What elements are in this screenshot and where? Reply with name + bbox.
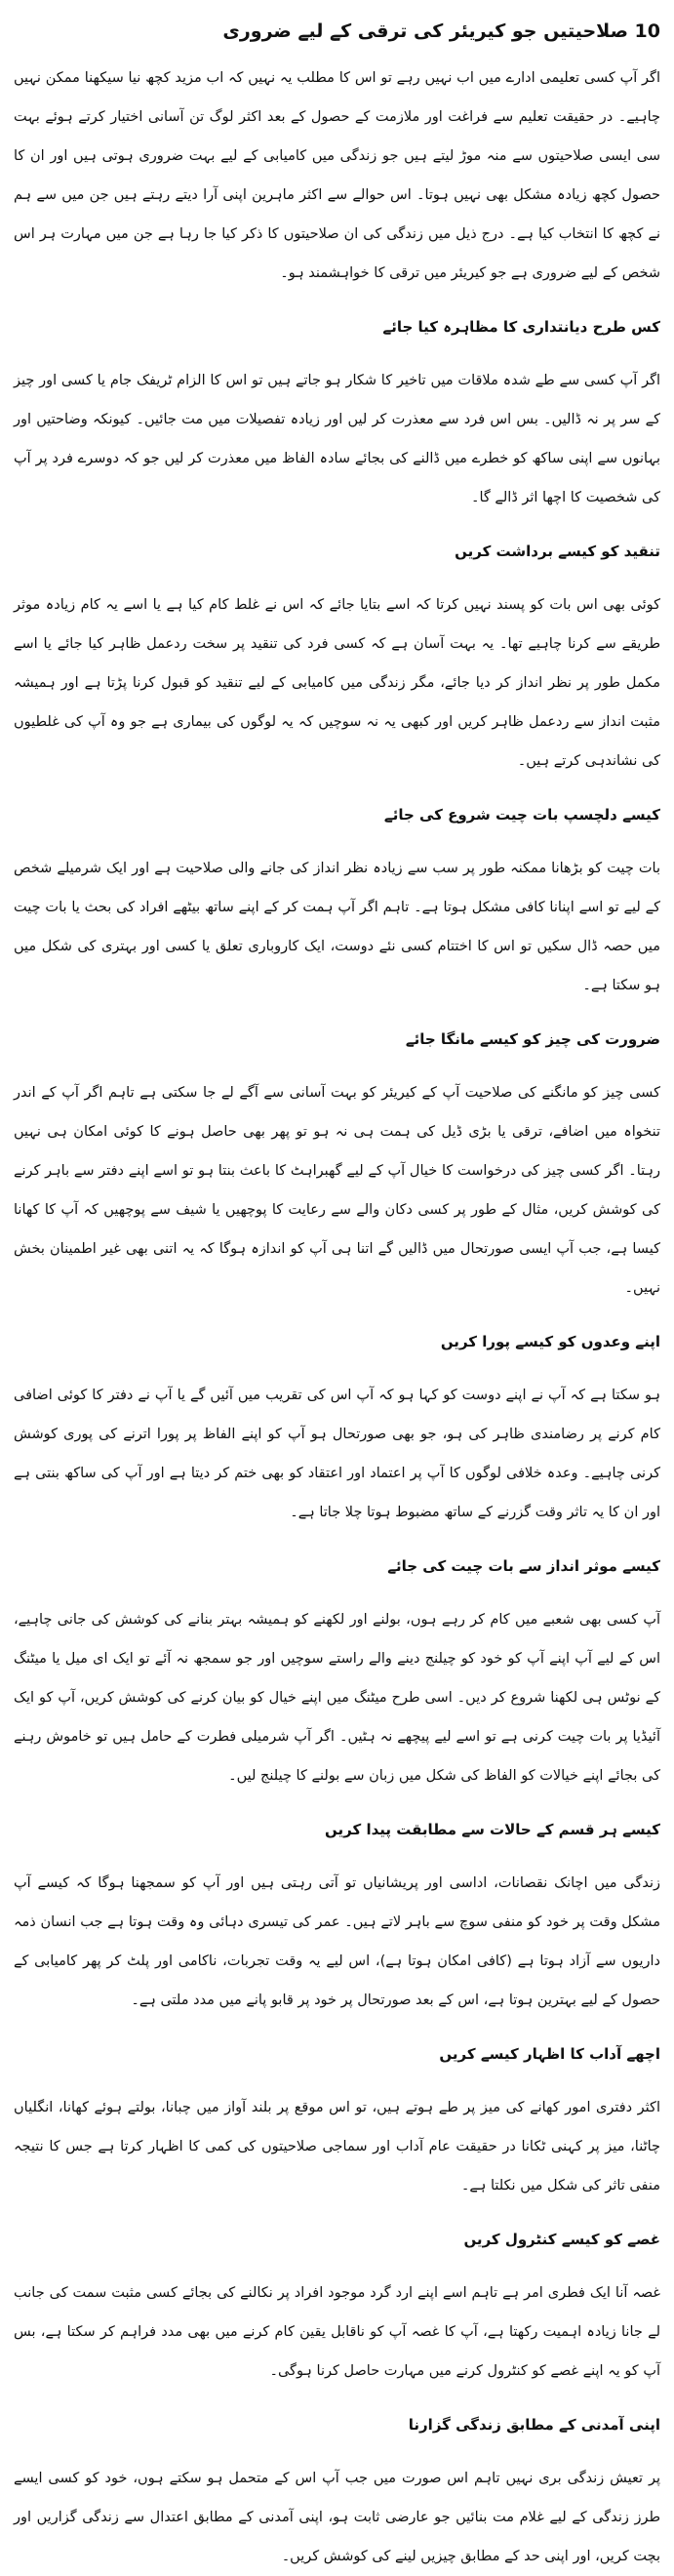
section-paragraph: اگر آپ کسی سے طے شدہ ملاقات میں تاخیر کا شکار ہو جاتے ہیں تو اس کا الزام ٹریفک جام یا کسی اور چیز کے سر پر نہ ڈالیں۔ بس اس فرد سے معذرت کر لیں اور زیادہ تفصیلات میں مت جائیں۔ کیونکہ وضاحتیں اور بہانوں سے اپنی ساکھ کو خطرے میں ڈالنے کی بجائے سادہ الفاظ میں معذرت کر لیں جو کہ دوسرے فرد پر آپ کی شخصیت کا اچھا اثر ڈالے گا۔ bbox=[14, 373, 660, 505]
intro-paragraph: اگر آپ کسی تعلیمی ادارے میں اب نہیں رہے تو اس کا مطلب یہ نہیں کہ اب مزید کچھ نیا سیکھنا ممکن نہیں چاہیے۔ در حقیقت تعلیم سے فراغت اور ملازمت کے حصول کے بعد اکثر لوگ تن آسانی اختیار کرتے ہوئے بہت سی ایسی صلاحیتوں سے منہ موڑ لیتے ہیں جو زندگی میں کامیابی کے لیے بہت ضروری ہوتی ہیں اور ان کا حصول کچھ زیادہ مشکل بھی نہیں ہوتا۔ اس حوالے سے اکثر ماہرین اپنی آرا دیتے رہتے ہیں جن میں سے ہم نے کچھ کا انتخاب کیا ہے۔ درج ذیل میں زندگی کی ان صلاحیتوں کا ذکر کیا جا رہا ہے جن میں مہارت ہر اس شخص کے لیے ضروری ہے جو کیریئر میں ترقی کا خواہشمند ہو۔ bbox=[14, 70, 660, 281]
section-paragraph: غصہ آنا ایک فطری امر ہے تاہم اسے اپنے ارد گرد موجود افراد پر نکالنے کی بجائے کسی مثبت سمت کی جانب لے جانا زیادہ اہمیت رکھتا ہے، آپ کا غصہ آپ کو ناقابل یقین کام کرنے میں بھی مدد فراہم کر سکتا ہے، بس آپ کو یہ اپنے غصے کو کنٹرول کرنے میں مہارت حاصل کرنا ہوگی۔ bbox=[14, 2285, 660, 2379]
section-paragraph: اکثر دفتری امور کھانے کی میز پر طے ہوتے ہیں، تو اس موقع پر بلند آواز میں چبانا، بولتے ہوئے کھانا، انگلیاں چاٹنا، میز پر کہنی ٹکانا در حقیقت عام آداب اور سماجی صلاحیتوں کی کمی کا اظہار کرتا ہے جس کا نتیجہ منفی تاثر کی شکل میں نکلتا ہے۔ bbox=[14, 2100, 660, 2194]
section-paragraph: پر تعیش زندگی بری نہیں تاہم اس صورت میں جب آپ اس کے متحمل ہو سکتے ہوں، خود کو کسی ایسے طرز زندگی کے لیے غلام مت بنائیں جو عارضی ثابت ہو، اپنی آمدنی کے مطابق اعتدال سے زندگی گزاریں اور بچت کریں، اور اپنی حد کے مطابق چیزیں لینے کی کوشش کریں۔ bbox=[14, 2471, 660, 2564]
section-heading: ضرورت کی چیز کو کیسے مانگا جائے bbox=[405, 1030, 660, 1048]
section-heading: کیسے موثر انداز سے بات چیت کی جائے bbox=[387, 1557, 660, 1575]
section-heading: کس طرح دیانتداری کا مظاہرہ کیا جائے bbox=[382, 318, 660, 336]
section-paragraph: آپ کسی بھی شعبے میں کام کر رہے ہوں، بولنے اور لکھنے کو ہمیشہ بہتر بنانے کی کوشش کی جانی چاہیے، اس کے لیے آپ اپنے آپ کو خود کو چیلنج دینے والے راستے سوچیں اور جو سمجھ نہ آئے تو ایک ای میل یا میٹنگ کے نوٹس ہی لکھنا شروع کر دیں۔ اسی طرح میٹنگ میں اپنے خیال کو بیان کرنے کی کوشش کریں، آپ کو ایک آئیڈیا پر بات چیت کرنی ہے تو اسے لیے پیچھے نہ ہٹیں۔ اگر آپ شرمیلی فطرت کے حامل ہیں تو خاموش رہنے کی بجائے اپنے خیالات کو الفاظ کی شکل میں زبان سے بولنے کا چیلنج لیں۔ bbox=[14, 1612, 660, 1784]
section-paragraph: کوئی بھی اس بات کو پسند نہیں کرتا کہ اسے بتایا جائے کہ اس نے غلط کام کیا ہے یا اسے یہ کام زیادہ موثر طریقے سے کرنا چاہیے تھا۔ یہ بہت آسان ہے کہ کسی فرد کی تنقید پر سخت ردعمل ظاہر کیا جائے یا اسے مکمل طور پر نظر انداز کر دیا جائے، مگر زندگی میں کامیابی کے لیے تنقید کو قبول کرنا پڑتا ہے اور ہمیشہ مثبت انداز سے ردعمل ظاہر کریں اور کبھی یہ نہ سوچیں کہ یہ لوگوں کی بیماری ہے جو وہ آپ کی غلطیوں کی نشاندہی کرتے ہیں۔ bbox=[14, 597, 660, 769]
section-heading: اچھے آداب کا اظہار کیسے کریں bbox=[439, 2045, 660, 2063]
section-heading: کیسے دلچسپ بات چیت شروع کی جائے bbox=[383, 806, 660, 824]
section-heading: تنقید کو کیسے برداشت کریں bbox=[455, 543, 660, 560]
article-title: 10 صلاحیتیں جو کیریئر کی ترقی کے لیے ضروری bbox=[222, 20, 660, 42]
section-heading: غصے کو کیسے کنٹرول کریں bbox=[463, 2231, 660, 2248]
section-paragraph: بات چیت کو بڑھانا ممکنہ طور پر سب سے زیادہ نظر انداز کی جانے والی صلاحیت ہے اور ایک شرمیلے شخص کے لیے تو اسے اپنانا کافی مشکل ہوتا ہے۔ تاہم اگر آپ ہمت کر کے اپنے ساتھ بیٹھے افراد کی بحث یا بات چیت میں حصہ ڈال سکیں تو اس کا اختتام کسی نئے دوست، ایک کاروباری تعلق یا کسی اور بہتری کی شکل میں ہو سکتا ہے۔ bbox=[14, 861, 660, 993]
section-heading: کیسے ہر قسم کے حالات سے مطابقت پیدا کریں bbox=[325, 1821, 660, 1838]
section-paragraph: زندگی میں اچانک نقصانات، اداسی اور پریشانیاں تو آتی رہتی ہیں اور آپ کو سمجھنا ہوگا کہ کیسے آپ مشکل وقت پر خود کو منفی سوچ سے باہر لاتے ہیں۔ عمر کی تیسری دہائی وہ وقت ہوتا ہے جب انسان ذمہ داریوں سے آزاد ہوتا ہے (کافی امکان ہوتا ہے)، اس لیے یہ وقت تجربات، ناکامی اور پلٹ کر پھر کامیابی کے حصول کے لیے بہترین ہوتا ہے، اس کے بعد صورتحال پر خود پر قابو پانے میں مدد ملتی ہے۔ bbox=[14, 1875, 660, 2008]
section-heading: اپنے وعدوں کو کیسے پورا کریں bbox=[440, 1333, 660, 1350]
section-heading: اپنی آمدنی کے مطابق زندگی گزارنا bbox=[408, 2416, 660, 2434]
section-paragraph: کسی چیز کو مانگنے کی صلاحیت آپ کے کیریئر کو بہت آسانی سے آگے لے جا سکتی ہے تاہم اگر آپ کے اندر تنخواہ میں اضافے، ترقی یا بڑی ڈیل کی ہمت ہی نہ ہو تو پھر بھی حاصل ہونے کا کوئی امکان ہی نہیں رہتا۔ اگر کسی چیز کی درخواست کا خیال آپ کے لیے گھبراہٹ کا باعث بنتا ہو تو اسے اپنے دفتر سے باہر کرنے کی کوشش کریں، مثال کے طور پر کسی دکان والے سے رعایت کا پوچھیں یا شیف سے پوچھیں کہ آپ کا کھانا کیسا ہے، جب آپ ایسی صورتحال میں ڈالیں گے اتنا ہی آپ کو اندازہ ہوگا کہ یہ اتنی بھی غیر اطمینان بخش نہیں۔ bbox=[14, 1085, 660, 1296]
section-paragraph: ہو سکتا ہے کہ آپ نے اپنے دوست کو کہا ہو کہ آپ اس کی تقریب میں آئیں گے یا آپ نے دفتر کا کوئی اضافی کام کرنے پر رضامندی ظاہر کی ہو، جو بھی صورتحال ہو آپ کو اپنے الفاظ پر پورا اترنے کی پوری کوشش کرنی چاہیے۔ وعدہ خلافی لوگوں کا آپ پر اعتماد اور اعتقاد کو بھی ختم کر دیتا ہے اور آپ کی ساکھ بنتی ہے اور ان کا یہ تاثر وقت گزرنے کے ساتھ مضبوط ہوتا چلا جاتا ہے۔ bbox=[14, 1388, 660, 1520]
